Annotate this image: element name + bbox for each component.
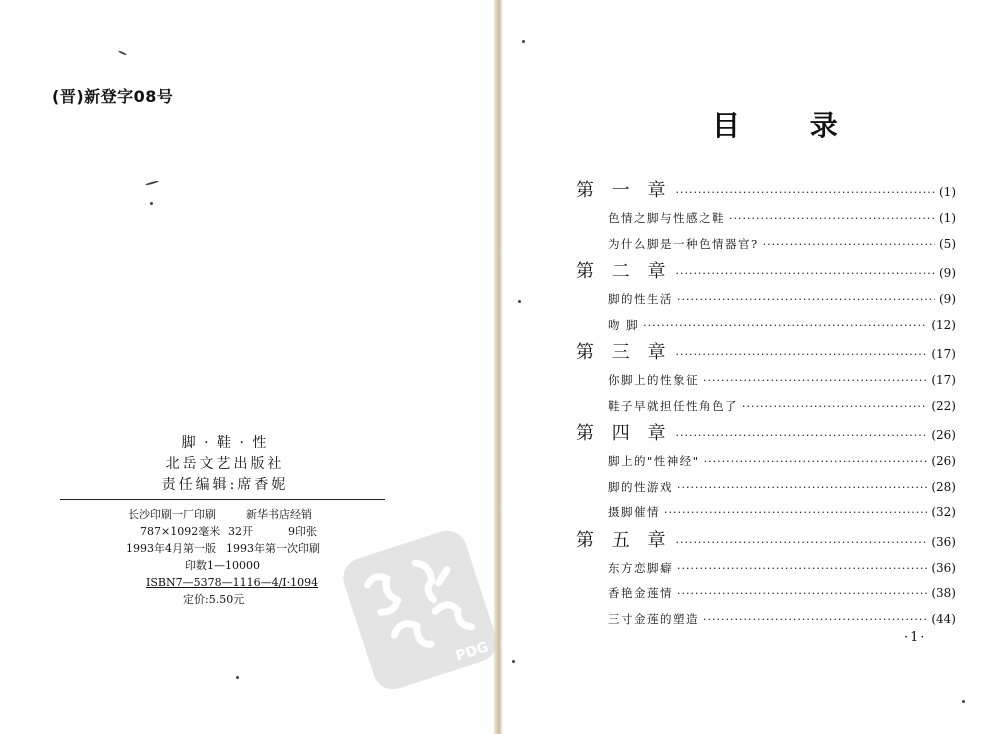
section-title: 脚的性生活 [608,292,673,306]
print-run: 印数1—10000 [185,559,260,572]
section-title: 脚上的"性神经" [608,454,700,468]
section-title: 你脚上的性象征 [608,373,699,387]
section-title: 吻 脚 [608,317,640,332]
scan-speck [962,700,965,703]
chapter-title: 第 一 章 [576,180,672,201]
section-title: 色情之脚与性感之鞋 [608,211,725,225]
page-ref: (9) [939,266,956,280]
page-ref: (32) [931,505,956,519]
toc-section-row [576,607,956,633]
watermark-stamp [338,530,503,690]
dot-leader [664,500,927,526]
page-ref: (26) [931,454,956,468]
colophon-divider [60,499,385,500]
toc-section-row [576,449,956,475]
editor-label: 责任编辑: [161,477,238,493]
page-ref: (36) [931,560,956,575]
toc-section-row [576,556,956,582]
toc-chapter-row [576,338,956,368]
page-ref: (36) [931,534,956,549]
dot-leader [675,340,927,368]
section-title: 东方恋脚癖 [608,560,673,575]
toc-section-row [576,232,956,258]
dot-leader [675,528,927,556]
toc-section-row [576,206,956,232]
section-title: 三寸金莲的塑造 [608,611,699,626]
scan-speck [512,660,515,663]
dot-leader [742,394,927,420]
dot-leader [675,259,935,287]
toc-section-row [576,581,956,607]
isbn: ISBN7—5378—1116—4/I·1094 [146,576,319,589]
dot-leader [677,556,927,582]
section-title: 香艳金莲情 [608,586,673,600]
toc-section-row [576,313,956,339]
dot-leader [704,449,928,475]
printer-line [60,506,390,523]
section-title: 为什么脚是一种色情器官? [608,236,759,251]
editor-name: 席香妮 [237,477,289,493]
page-ref: (26) [931,428,956,442]
section-title: 摄脚催情 [608,505,660,519]
page-ref: (22) [931,398,956,413]
chapter-title: 第 四 章 [576,423,672,444]
toc-title: 目 录 [712,109,868,142]
dot-leader [675,421,927,449]
page-ref: (44) [931,611,956,626]
page-number: ·1· [904,630,927,645]
toc-chapter-row [576,257,956,287]
section-title: 鞋子早就担任性角色了 [608,398,738,413]
page-ref: (9) [939,292,956,306]
scan-speck [118,50,127,56]
toc-section-row [576,287,956,313]
edition: 1993年4月第一版 [126,542,216,555]
toc-chapter-row [576,526,956,556]
dot-leader [763,232,935,258]
toc-chapter-row [576,419,956,449]
page-ref: (1) [939,185,956,199]
chapter-title: 第 二 章 [576,261,672,282]
page-ref: (28) [931,479,956,494]
printer: 长沙印刷一厂印刷 [128,508,216,521]
page-ref: (17) [931,373,956,387]
page-ref: (1) [939,211,956,225]
toc-list [576,176,956,632]
registration-number: (晋)新登字08号 [52,87,174,106]
scan-speck [236,676,239,679]
toc-section-row [576,394,956,420]
scan-speck [518,300,521,303]
dot-leader [677,287,935,313]
chapter-title: 第 三 章 [576,342,672,363]
printing: 1993年第一次印刷 [226,542,320,555]
section-title: 脚的性游戏 [608,479,673,494]
print-sheets: 9印张 [288,525,317,538]
page-ref: (5) [939,236,956,251]
stamp-label: PDG [453,639,491,665]
editor-line [60,474,390,495]
chapter-title: 第 五 章 [576,529,672,551]
dot-leader [703,607,927,633]
dot-leader [677,475,927,501]
price: 定价:5.50元 [183,593,245,606]
toc-page [502,0,994,734]
dot-leader [675,178,935,206]
scan-speck [150,202,153,205]
publisher-name: 北岳文艺出版社 [165,456,285,472]
distributor: 新华书店经销 [246,508,312,521]
dot-leader [703,368,927,394]
page-ref: (38) [931,586,956,600]
dot-leader [643,313,927,339]
page-ref: (17) [931,347,956,361]
dot-leader [729,206,935,232]
page-ref: (12) [931,317,956,332]
toc-chapter-row [576,176,956,206]
paper-format: 787×1092毫米 [140,525,221,538]
scan-speck [522,40,525,43]
scan-speck [145,180,159,186]
toc-section-row [576,368,956,394]
toc-section-row [576,500,956,526]
toc-section-row [576,475,956,501]
format-kai: 32开 [228,525,253,538]
dot-leader [677,581,927,607]
copyright-page [0,0,494,734]
book-title: 脚 · 鞋 · 性 [181,435,269,451]
